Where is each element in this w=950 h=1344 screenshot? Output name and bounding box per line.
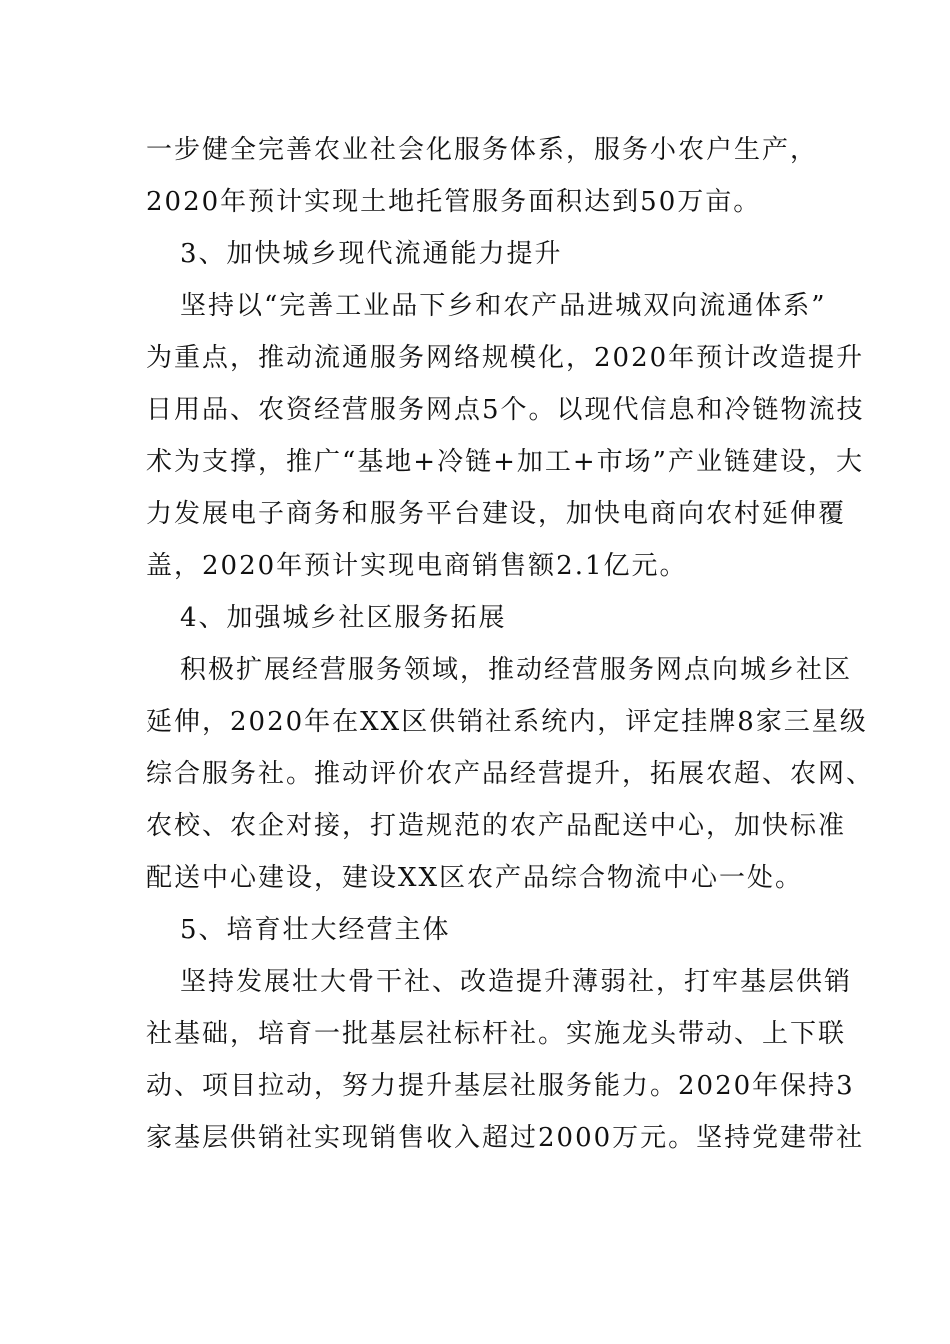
text-line: 积极扩展经营服务领域，推动经营服务网点向城乡社区 xyxy=(180,655,853,685)
text-line: 社基础，培育一批基层社标杆社。实施龙头带动、上下联 xyxy=(146,1019,847,1049)
text-line: 延伸，2020年在XX区供销社系统内，评定挂牌8家三星级 xyxy=(146,707,868,737)
text-line: 2020年预计实现土地托管服务面积达到50万亩。 xyxy=(146,187,762,217)
text-line: 力发展电子商务和服务平台建设，加快电商向农村延伸覆 xyxy=(146,499,847,529)
text-line: 综合服务社。推动评价农产品经营提升，拓展农超、农网、 xyxy=(146,759,875,789)
section-heading: 3、加快城乡现代流通能力提升 xyxy=(180,239,563,269)
text-line: 术为支撑，推广“基地+冷链+加工+市场”产业链建设，大 xyxy=(146,447,864,477)
text-line: 日用品、农资经营服务网点5个。以现代信息和冷链物流技 xyxy=(146,395,865,425)
text-line: 为重点，推动流通服务网络规模化，2020年预计改造提升 xyxy=(146,343,865,373)
text-line: 动、项目拉动，努力提升基层社服务能力。2020年保持3 xyxy=(146,1071,855,1101)
text-line: 坚持发展壮大骨干社、改造提升薄弱社，打牢基层供销 xyxy=(180,967,853,997)
section-heading: 4、加强城乡社区服务拓展 xyxy=(180,603,507,633)
text-line: 家基层供销社实现销售收入超过2000万元。坚持党建带社 xyxy=(146,1123,865,1153)
text-line: 农校、农企对接，打造规范的农产品配送中心，加快标准 xyxy=(146,811,847,841)
text-line: 盖，2020年预计实现电商销售额2.1亿元。 xyxy=(146,551,688,581)
text-line: 坚持以“完善工业品下乡和农产品进城双向流通体系” xyxy=(180,291,827,321)
text-line: 配送中心建设，建设XX区农产品综合物流中心一处。 xyxy=(146,863,804,893)
section-heading: 5、培育壮大经营主体 xyxy=(180,915,451,945)
text-line: 一步健全完善农业社会化服务体系，服务小农户生产， xyxy=(146,135,819,165)
